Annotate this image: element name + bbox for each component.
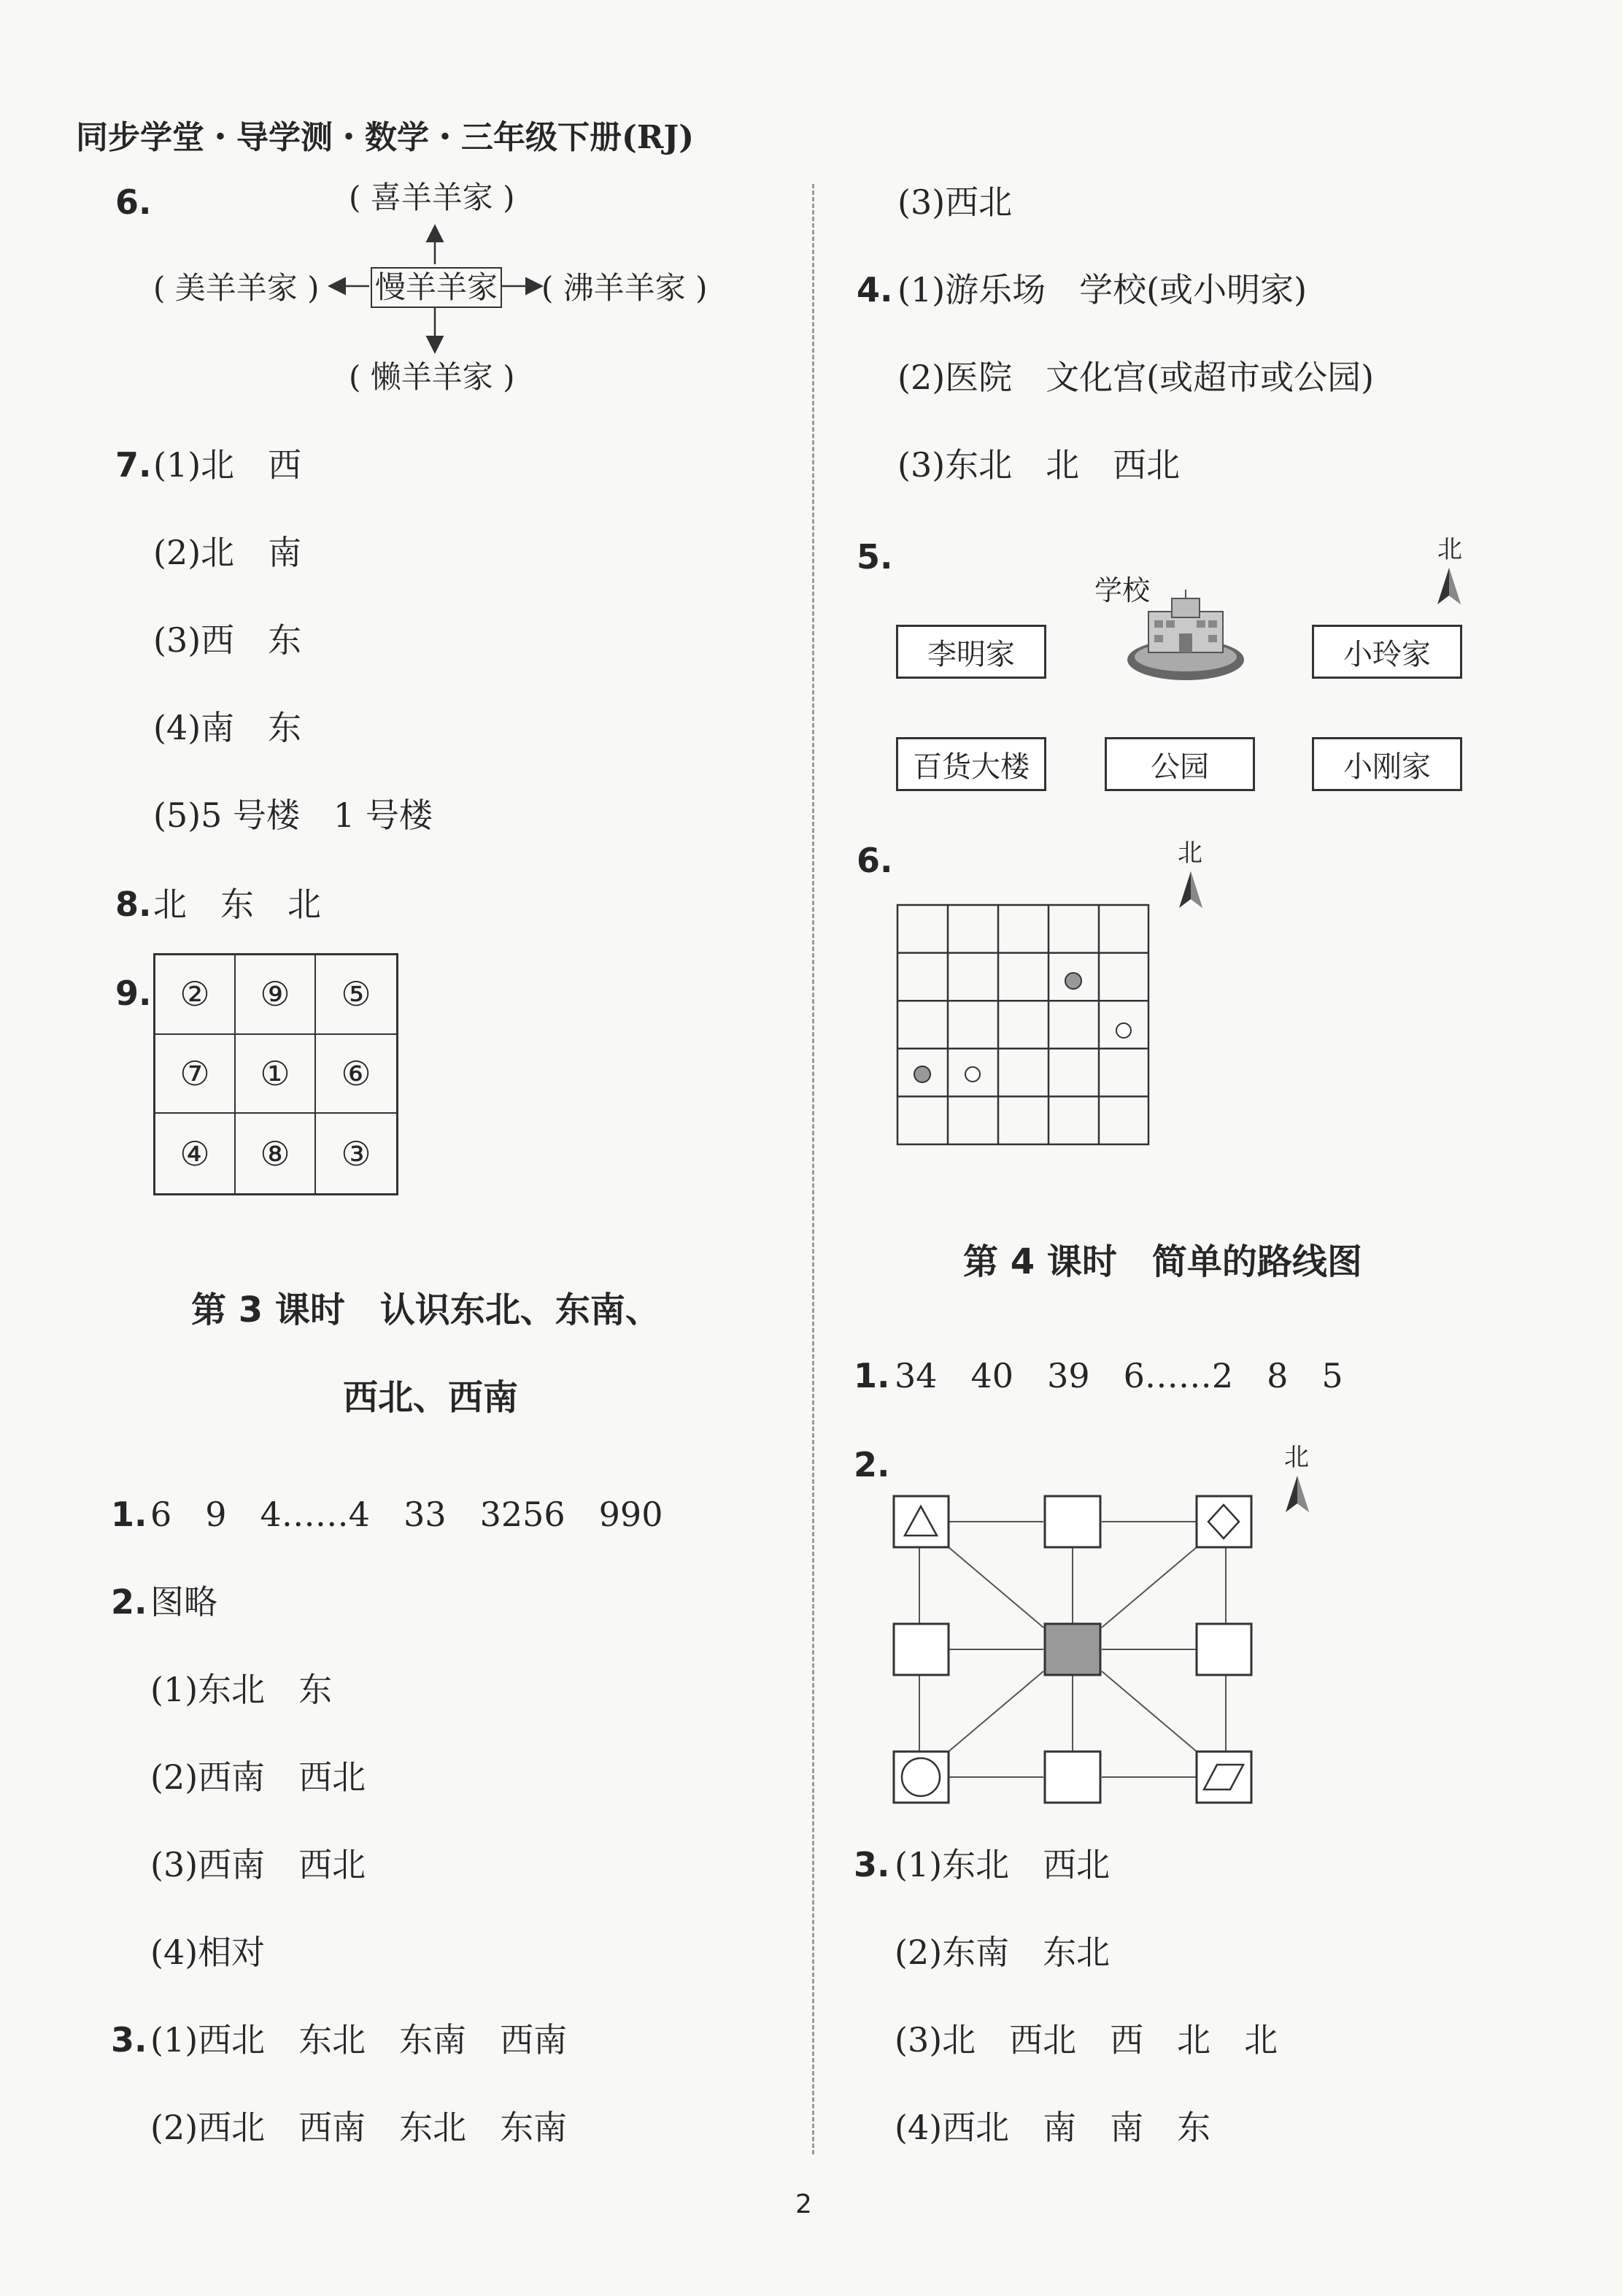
question-number: 1. — [111, 1495, 147, 1534]
filled-dot — [914, 1066, 930, 1082]
page-number: 2 — [795, 2189, 812, 2219]
west-house-label: ( 美羊羊家 ) — [153, 270, 320, 306]
east-house-label: ( 沸羊羊家 ) — [541, 270, 708, 306]
route-node — [1197, 1752, 1251, 1803]
question-number: 3. — [854, 1845, 890, 1884]
north-arrow-icon — [1176, 870, 1205, 911]
question-number: 5. — [857, 537, 893, 577]
answer-line: (2)西北 西南 东北 东南 — [150, 2108, 568, 2147]
answer-line: (1)游乐场 学校(或小明家) — [897, 270, 1308, 309]
map-place-box: 李明家 — [896, 625, 1046, 679]
north-label: 北 — [1284, 1443, 1309, 1472]
section-title: 第 4 课时 简单的路线图 — [963, 1241, 1362, 1282]
section-title: 西北、西南 — [343, 1377, 519, 1418]
answer-line: (5)5 号楼 1 号楼 — [153, 795, 433, 835]
answer-line: (4)相对 — [150, 1933, 266, 1972]
grid-cell: ③ — [341, 1133, 371, 1174]
question-number: 8. — [115, 885, 152, 924]
answer-line: 6 9 4……4 33 3256 990 — [150, 1495, 663, 1534]
map-place-box: 公园 — [1105, 737, 1255, 791]
answer-line: (3)西北 — [897, 182, 1013, 222]
question-number: 7. — [115, 445, 152, 485]
answer-line: (2)东南 东北 — [895, 1933, 1111, 1972]
answer-line: (4)西北 南 南 东 — [895, 2108, 1211, 2147]
question-number: 1. — [854, 1356, 890, 1395]
question-number: 9. — [115, 974, 152, 1013]
answer-line: (1)东北 西北 — [895, 1845, 1111, 1884]
north-label: 北 — [1437, 535, 1462, 564]
direction-arrows — [321, 219, 555, 365]
grid-cell: ⑦ — [155, 1035, 236, 1114]
answer-line: 图略 — [150, 1582, 217, 1622]
school-building-icon — [1124, 590, 1248, 685]
answer-line: 34 40 39 6……2 8 5 — [895, 1356, 1343, 1395]
answer-line: (1)东北 东 — [150, 1670, 333, 1709]
north-arrow-icon — [1434, 566, 1464, 607]
filled-dot — [1065, 973, 1081, 989]
answer-line: 北 东 北 — [153, 885, 321, 924]
question-number: 6. — [115, 182, 152, 222]
answer-line: (4)南 东 — [153, 708, 302, 747]
column-divider — [812, 184, 814, 2154]
grid-cell: ⑧ — [236, 1114, 316, 1193]
grid-cell: ② — [155, 955, 236, 1035]
grid-cell: ① — [236, 1035, 316, 1114]
route-node — [1045, 1496, 1100, 1547]
number-grid — [153, 953, 398, 1195]
answer-line: (3)西南 西北 — [150, 1845, 366, 1884]
hollow-dot — [1116, 1023, 1131, 1038]
question-number: 4. — [857, 270, 893, 309]
route-node — [1197, 1496, 1251, 1547]
route-node — [1045, 1752, 1100, 1803]
answer-line: (1)北 西 — [153, 445, 302, 485]
center-node — [1045, 1624, 1100, 1675]
route-map — [890, 1489, 1262, 1810]
school-label: 学校 — [1094, 574, 1151, 606]
grid-cell: ④ — [155, 1114, 236, 1193]
south-house-label: ( 懒羊羊家 ) — [349, 359, 515, 395]
answer-line: (3)东北 北 西北 — [897, 445, 1181, 485]
question-number: 6. — [857, 841, 893, 880]
answer-line: (2)医院 文化宫(或超市或公园) — [897, 358, 1375, 397]
map-place-box: 百货大楼 — [896, 737, 1046, 791]
grid-cell: ⑨ — [236, 955, 316, 1035]
hollow-dot — [965, 1067, 980, 1082]
north-house-label: ( 喜羊羊家 ) — [349, 180, 515, 215]
answer-line: (2)西南 西北 — [150, 1757, 366, 1797]
question-number: 2. — [854, 1445, 890, 1484]
question-number: 2. — [111, 1582, 147, 1622]
north-arrow-icon — [1283, 1474, 1312, 1515]
grid-cell: ⑥ — [316, 1035, 396, 1114]
question-number: 3. — [111, 2020, 147, 2060]
section-title: 第 3 课时 认识东北、东南、 — [191, 1290, 660, 1330]
answer-line: (1)西北 东北 东南 西南 — [150, 2020, 568, 2060]
map-place-box: 小刚家 — [1312, 737, 1462, 791]
grid-cell: ⑤ — [316, 955, 396, 1035]
north-label: 北 — [1178, 839, 1202, 868]
route-node — [1197, 1624, 1251, 1675]
answer-line: (3)西 东 — [153, 620, 302, 660]
answer-line: (2)北 南 — [153, 533, 302, 572]
route-node — [894, 1496, 949, 1547]
map-place-box: 小玲家 — [1312, 625, 1462, 679]
page-header: 同步学堂・导学测・数学・三年级下册(RJ) — [76, 119, 695, 156]
center-house-label: 慢羊羊家 — [371, 267, 502, 308]
dot-grid — [896, 904, 1151, 1147]
answer-line: (3)北 西北 西 北 北 — [895, 2020, 1278, 2060]
route-node — [894, 1624, 949, 1675]
